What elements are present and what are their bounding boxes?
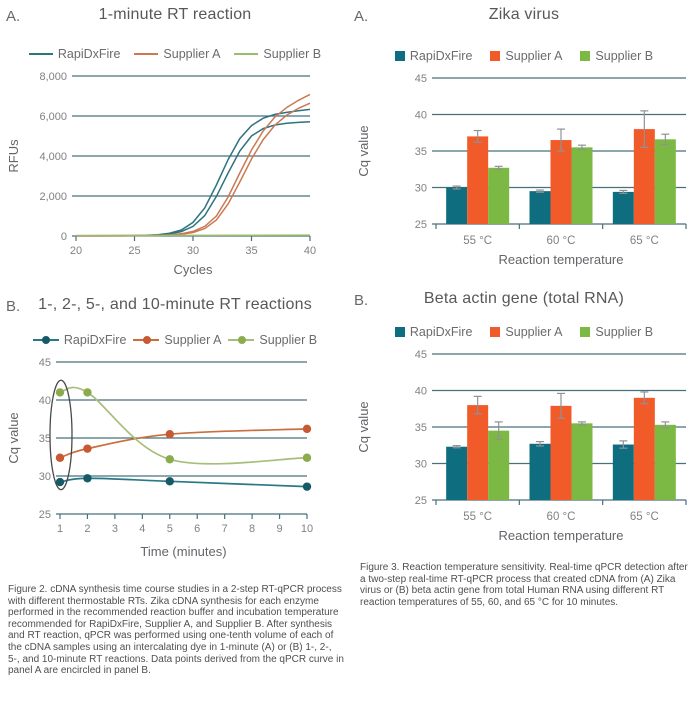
chart-text: 45 [414, 73, 427, 85]
chart-text: 40 [303, 245, 317, 257]
data-point [166, 477, 174, 485]
panel-rt-time-course [4, 296, 346, 574]
chart-text: 1 [56, 523, 64, 535]
legend-item [580, 49, 653, 63]
chart-text: 25 [414, 495, 427, 507]
bar-supplier-a [467, 405, 488, 500]
chart-text: 2,000 [39, 191, 67, 203]
panel-header [4, 6, 346, 30]
legend-item [490, 49, 562, 63]
legend [352, 46, 696, 66]
chart-text: 60 °C [546, 235, 576, 247]
series-line [60, 429, 307, 458]
bar-rapidxfire [530, 444, 551, 500]
chart-text: 55 °C [463, 235, 493, 247]
chart-text: 35 [414, 422, 427, 434]
chart-text: 65 °C [629, 511, 659, 523]
data-point [303, 482, 311, 490]
bar-supplier-b [655, 425, 676, 500]
chart-text: 45 [38, 357, 51, 369]
data-point [83, 388, 91, 396]
chart-text: Cq value [356, 125, 371, 177]
chart-text: 5 [166, 523, 173, 535]
legend [352, 322, 696, 342]
legend-item [134, 47, 220, 61]
legend-item [234, 47, 321, 61]
chart-text: 9 [276, 523, 283, 535]
bar-supplier-a [467, 136, 488, 224]
legend-dot [143, 336, 151, 344]
data-point [303, 454, 311, 462]
legend-dot [42, 336, 50, 344]
legend-marker [395, 51, 405, 61]
legend-item [33, 333, 127, 347]
panel-beta-actin [352, 290, 696, 546]
legend-marker [29, 53, 53, 55]
panel-header [352, 6, 696, 30]
legend-marker [134, 53, 158, 55]
legend-label: RapiDxFire [63, 333, 127, 347]
legend-marker [580, 51, 590, 61]
chart-text: 40 [414, 109, 427, 122]
panel-title: 1-minute RT reaction [98, 6, 252, 23]
cq-time-line-chart [4, 350, 346, 574]
bar-rapidxfire [446, 188, 467, 225]
chart-text: 10 [300, 523, 314, 535]
figure2-caption: Figure 2. cDNA synthesis time course studies in a 2-step RT-qPCR process with different thermostable RTs. Zika cDNA synthesis for each enzyme performed in the recommended reaction buffer and incubation temperature recommended for RapiDxFire, Supplier A, and Supplier B. After synthesis and RT reaction, qPCR was performed using one-tenth volume of each of the cDNA samples using an intercalating dye in 1-minute (A) or (B) 1-, 2-, 5-, and 10-minute RT reactions. Data points derived from the qPCR curve in panel A are encircled in panel B. [8, 584, 344, 677]
legend-marker [490, 327, 500, 337]
series-line [76, 103, 310, 236]
legend-label: Supplier A [163, 47, 221, 61]
chart-text: 30 [186, 245, 200, 257]
data-point [303, 425, 311, 433]
chart-text: Cq value [6, 412, 21, 464]
data-point [83, 474, 91, 482]
chart-text: 3 [111, 523, 118, 535]
chart-text: Reaction temperature [498, 252, 624, 267]
legend [4, 330, 346, 350]
legend-label: Supplier A [505, 49, 563, 63]
bar-supplier-b [488, 431, 509, 500]
chart-text: 30 [414, 458, 427, 471]
chart-text: 8 [249, 523, 256, 535]
chart-text: 7 [221, 523, 228, 535]
legend-item [395, 49, 473, 63]
chart-text: 8,000 [39, 71, 67, 83]
series-line [76, 122, 310, 236]
amplification-line-chart [4, 64, 346, 280]
panel-title: 1-, 2-, 5-, and 10-minute RT reactions [38, 296, 312, 313]
chart-text: 6 [194, 523, 201, 535]
legend-item [228, 333, 317, 347]
panel-letter: A. [354, 8, 369, 25]
panel-title: Zika virus [488, 6, 560, 23]
bar-rapidxfire [530, 191, 551, 224]
encircle-annotation [50, 380, 72, 489]
legend-marker [228, 336, 254, 345]
chart-text: 45 [414, 349, 427, 361]
panel-header [352, 290, 696, 314]
legend-item [133, 333, 221, 347]
legend-label: Supplier A [505, 325, 563, 339]
bar-rapidxfire [446, 447, 467, 500]
chart-text: 20 [69, 245, 83, 257]
legend-label: Supplier B [595, 49, 654, 63]
legend-marker [234, 53, 258, 55]
legend-label: Supplier B [263, 47, 322, 61]
legend-dot [238, 336, 246, 344]
chart-text: RFUs [6, 139, 21, 173]
chart-text: 25 [414, 219, 427, 231]
chart-text: 30 [38, 471, 51, 483]
legend-item [490, 325, 562, 339]
legend-item [580, 325, 653, 339]
chart-text: 4 [139, 523, 146, 535]
bar-supplier-a [551, 140, 572, 224]
legend-marker [133, 336, 159, 345]
chart-text: 2 [84, 523, 91, 535]
chart-text: 6,000 [39, 111, 67, 123]
data-point [56, 388, 64, 396]
beta-actin-bar-chart [352, 342, 696, 546]
bar-supplier-b [488, 168, 509, 224]
chart-text: 4,000 [39, 151, 67, 163]
series-line [60, 387, 307, 463]
chart-text: 40 [414, 385, 427, 398]
bar-rapidxfire [613, 445, 634, 500]
panel-title: Beta actin gene (total RNA) [423, 290, 625, 307]
chart-text: Cq value [356, 401, 371, 453]
bar-supplier-a [634, 398, 655, 500]
legend-label: RapiDxFire [409, 325, 473, 339]
bar-supplier-b [572, 423, 593, 500]
bar-supplier-b [572, 147, 593, 224]
chart-text: Reaction temperature [498, 528, 624, 543]
chart-text: Time (minutes) [140, 544, 227, 559]
chart-text: 35 [38, 433, 51, 445]
data-point [83, 444, 91, 452]
bar-supplier-a [551, 406, 572, 500]
legend-marker [395, 327, 405, 337]
legend-marker [490, 51, 500, 61]
legend-label: Supplier A [164, 333, 222, 347]
panel-1min-rt-reaction [4, 6, 346, 280]
bar-supplier-b [655, 139, 676, 224]
chart-text: 30 [414, 182, 427, 195]
panel-letter: A. [6, 8, 21, 25]
legend-item [395, 325, 473, 339]
chart-text: 35 [245, 245, 258, 257]
panel-header [4, 296, 346, 320]
legend-label: RapiDxFire [57, 47, 121, 61]
zika-bar-chart [352, 66, 696, 270]
chart-text: Cycles [173, 262, 213, 277]
legend-marker [33, 336, 59, 345]
series-line [76, 109, 310, 235]
data-point [166, 455, 174, 463]
legend-label: Supplier B [595, 325, 654, 339]
figure3-caption: Figure 3. Reaction temperature sensitivity. Real-time qPCR detection after a two-step real-time RT-qPCR process that created cDNA from (A) Zika virus or (B) beta actin gene from total Human RNA using different RT reaction temperatures of 55, 60, and 65 °C for 10 minutes. [360, 562, 688, 608]
chart-text: 60 °C [546, 511, 576, 523]
data-point [166, 430, 174, 438]
panel-letter: B. [354, 292, 369, 309]
chart-text: 65 °C [629, 235, 659, 247]
legend-item [29, 47, 121, 61]
chart-text: 40 [38, 395, 51, 407]
chart-text: 35 [414, 146, 427, 158]
chart-text: 25 [128, 245, 141, 257]
legend-label: RapiDxFire [409, 49, 473, 63]
legend [4, 44, 346, 64]
panel-zika-virus [352, 6, 696, 270]
data-point [56, 454, 64, 462]
chart-text: 0 [60, 231, 67, 243]
legend-marker [580, 327, 590, 337]
chart-text: 55 °C [463, 511, 493, 523]
chart-text: 25 [38, 509, 51, 521]
panel-letter: B. [6, 298, 21, 315]
series-line [60, 478, 307, 486]
bar-rapidxfire [613, 192, 634, 224]
legend-label: Supplier B [259, 333, 318, 347]
